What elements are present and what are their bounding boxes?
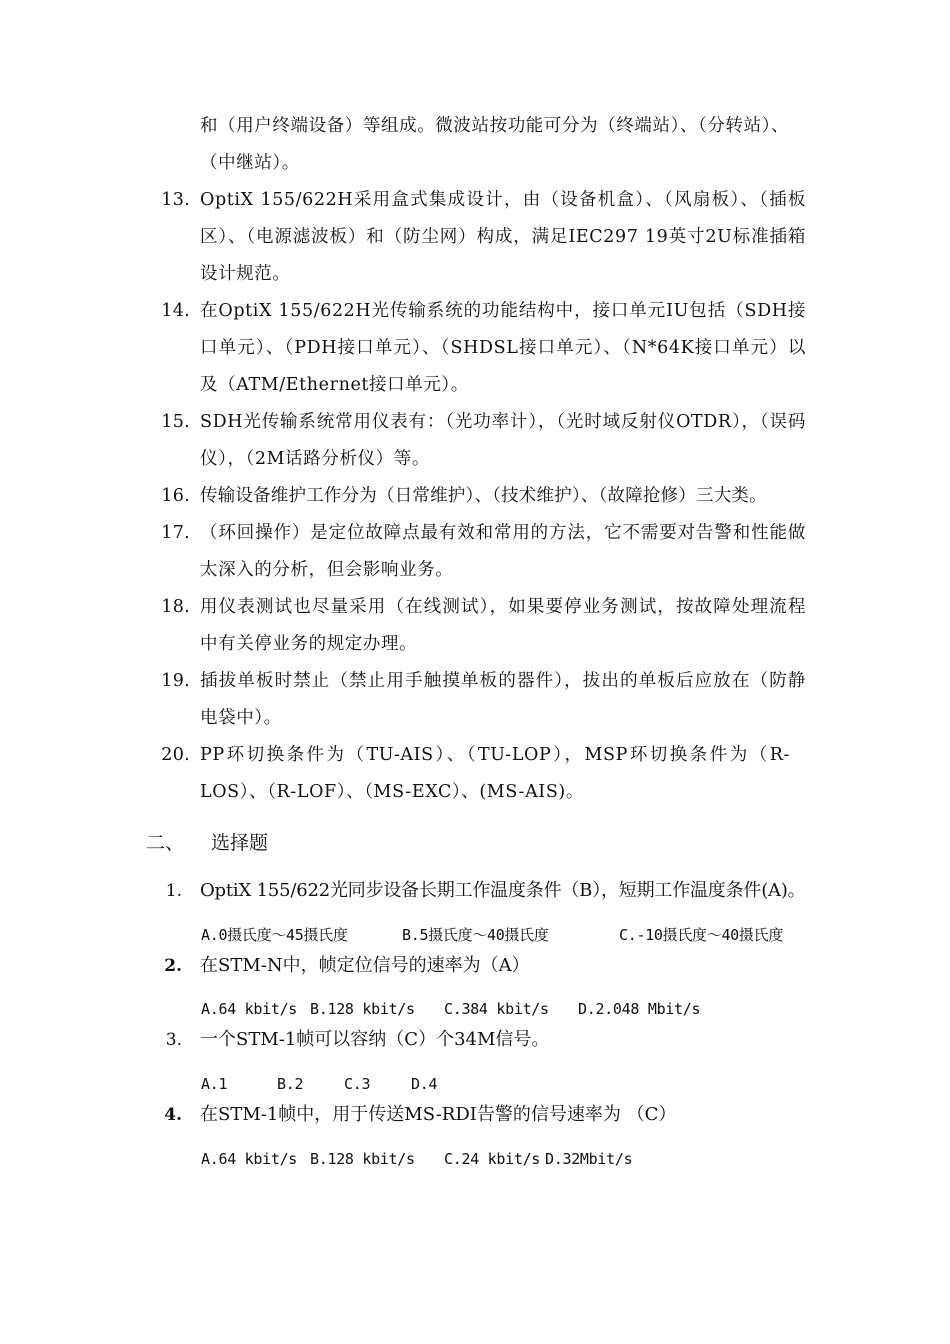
question-number: 1.	[165, 881, 182, 901]
question-number: 2.	[164, 956, 182, 976]
item-text: 传输设备维护工作分为（日常维护）、（技术维护）、（故障抢修）三大类。	[200, 486, 767, 506]
item-number: 14.	[161, 301, 190, 321]
section-title: 选择题	[211, 832, 269, 854]
item-number: 18.	[161, 597, 190, 617]
continuation-line-2: （中继站）。	[200, 153, 300, 173]
option: C.-10摄氏度～40摄氏度	[619, 926, 784, 944]
option: C.384 kbit/s	[444, 1000, 549, 1018]
option: C.3	[344, 1075, 371, 1093]
question-number: 4.	[164, 1105, 182, 1125]
item-text: PP环切换条件为（TU-AIS）、（TU-LOP），MSP环切换条件为（R-LOS）、（R-LOF）、（MS-EXC）、(MS-AIS)。	[200, 745, 790, 802]
option: D.32Mbit/s	[545, 1150, 633, 1168]
option: A.0摄氏度～45摄氏度	[201, 926, 348, 944]
item-text: 在OptiX 155/622H光传输系统的功能结构中，接口单元IU包括（SDH接口单元）、（PDH接口单元）、（SHDSL接口单元）、（N*64K接口单元）以及（ATM/Ethernet接口单元）。	[200, 301, 806, 395]
item-text: 插拔单板时禁止（禁止用手触摸单板的器件），拔出的单板后应放在（防静电袋中）。	[200, 671, 806, 728]
item-text: （环回操作）是定位故障点最有效和常用的方法，它不需要对告警和性能做太深入的分析，但会影响业务。	[200, 523, 806, 580]
item-text: OptiX 155/622H采用盒式集成设计，由（设备机盒）、（风扇板）、（插板区）、（电源滤波板）和（防尘网）构成，满足IEC297 19英寸2U标准插箱设计规范。	[200, 190, 806, 284]
question-text: 在STM-1帧中，用于传送MS-RDI告警的信号速率为 （C）	[200, 1104, 677, 1125]
item-number: 19.	[161, 671, 190, 691]
item-number: 20.	[161, 745, 190, 765]
option: D.2.048 Mbit/s	[578, 1000, 701, 1018]
item-number: 13.	[161, 190, 190, 210]
item-number: 16.	[161, 486, 190, 506]
question-number: 3.	[165, 1030, 182, 1050]
item-text: SDH光传输系统常用仪表有：（光功率计），（光时域反射仪OTDR），（误码仪），（2M话路分析仪）等。	[200, 412, 806, 469]
item-number: 15.	[161, 412, 190, 432]
option: D.4	[411, 1075, 438, 1093]
option: B.128 kbit/s	[310, 1150, 415, 1168]
option: B.128 kbit/s	[310, 1000, 415, 1018]
option: B.5摄氏度～40摄氏度	[402, 926, 549, 944]
option: A.64 kbit/s	[201, 1000, 298, 1018]
continuation-line-1: 和（用户终端设备）等组成。微波站按功能可分为（终端站）、（分转站）、	[200, 116, 790, 136]
option: C.24 kbit/s	[444, 1150, 541, 1168]
question-text: 一个STM-1帧可以容纳（C）个34M信号。	[200, 1029, 550, 1050]
section-number: 二、	[146, 832, 185, 854]
item-text: 用仪表测试也尽量采用（在线测试），如果要停业务测试，按故障处理流程中有关停业务的规定办理。	[200, 597, 806, 654]
question-text: OptiX 155/622光同步设备长期工作温度条件（B），短期工作温度条件(A)。	[200, 880, 806, 901]
option: A.1	[201, 1075, 228, 1093]
option: B.2	[277, 1075, 304, 1093]
item-number: 17.	[161, 523, 190, 543]
option: A.64 kbit/s	[201, 1150, 298, 1168]
question-text: 在STM-N中，帧定位信号的速率为（A）	[200, 955, 530, 976]
